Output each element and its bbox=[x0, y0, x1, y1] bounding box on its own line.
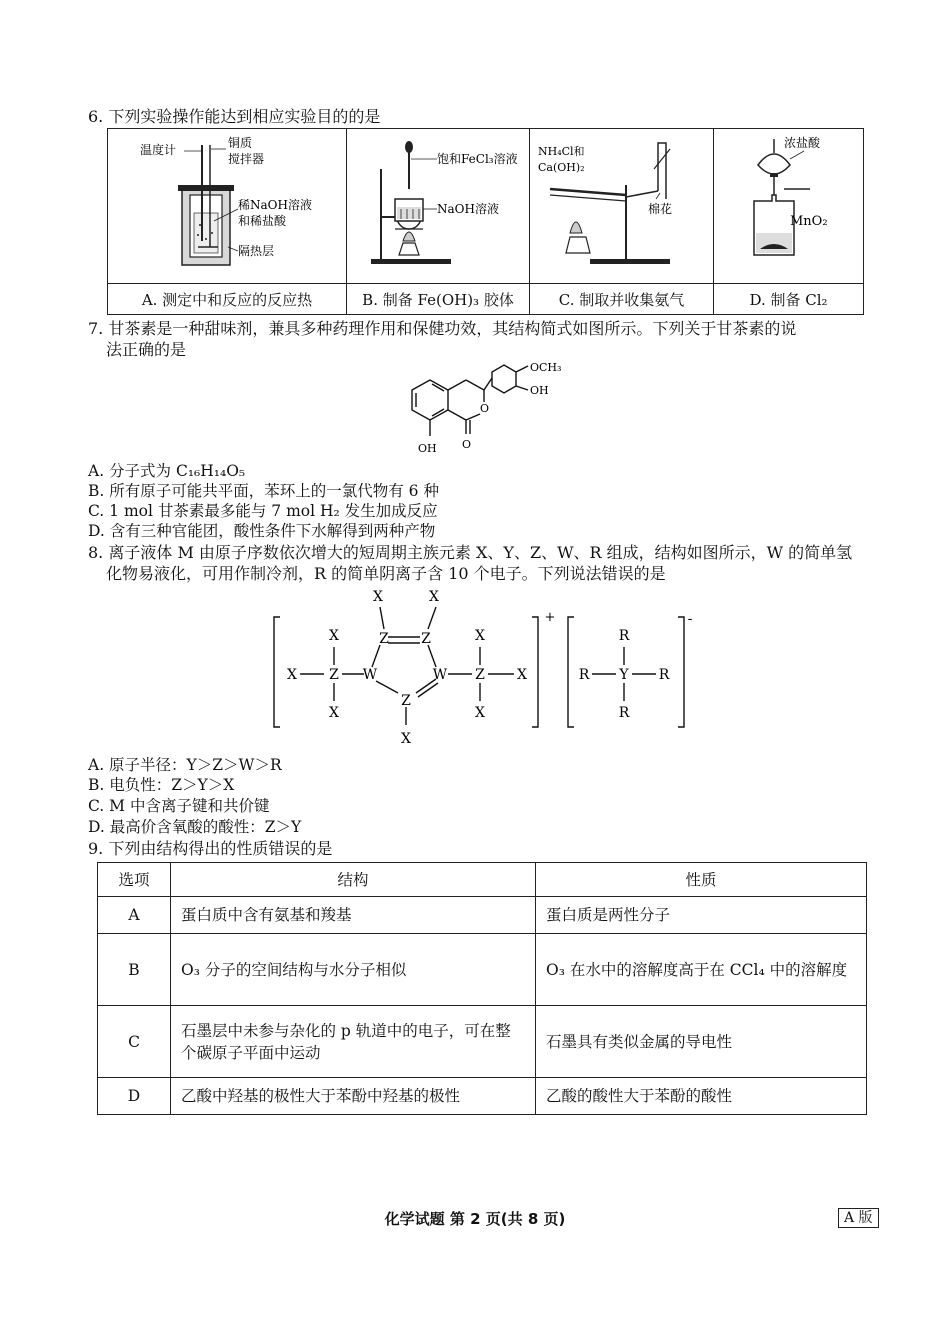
q7-stem-line2: 法正确的是 bbox=[106, 340, 187, 359]
q6-apparatus-table bbox=[107, 128, 864, 315]
table-row bbox=[98, 1078, 867, 1115]
header-property: 性质 bbox=[536, 863, 867, 897]
row-property: O₃ 在水中的溶解度高于在 CCl₄ 中的溶解度 bbox=[536, 934, 867, 1006]
label-fecl3: 饱和FeCl₃溶液 bbox=[437, 152, 518, 166]
q7-option-d: D. 含有三种官能团，酸性条件下水解得到两种产物 bbox=[88, 522, 436, 540]
apparatus-a bbox=[108, 129, 347, 284]
atom-x: X bbox=[475, 705, 485, 721]
q7-molecule bbox=[380, 360, 580, 460]
mol-och3: OCH₃ bbox=[530, 361, 562, 374]
label-conc-hcl: 浓盐酸 bbox=[784, 136, 821, 150]
label-naoh: 稀NaOH溶液 bbox=[238, 198, 312, 212]
apparatus-b bbox=[347, 129, 530, 284]
caption-b: B. 制备 Fe(OH)₃ 胶体 bbox=[347, 284, 530, 315]
mol-carbonyl-o: O bbox=[462, 438, 472, 451]
table-row bbox=[98, 934, 867, 1006]
q7-option-c: C. 1 mol 甘茶素最多能与 7 mol H₂ 发生加成反应 bbox=[88, 502, 438, 520]
atom-r: R bbox=[618, 628, 630, 644]
row-option: A bbox=[98, 897, 171, 934]
version-badge: A 版 bbox=[838, 1208, 879, 1228]
mol-ring-o: O bbox=[480, 402, 490, 415]
atom-r: R bbox=[618, 705, 630, 721]
q9-stem: 9. 下列由结构得出的性质错误的是 bbox=[88, 839, 333, 858]
row-structure: 蛋白质中含有氨基和羧基 bbox=[171, 897, 536, 934]
label-hcl: 和稀盐酸 bbox=[238, 214, 287, 228]
row-structure: 石墨层中未参与杂化的 p 轨道中的电子，可在整个碳原子平面中运动 bbox=[171, 1006, 536, 1078]
atom-z: Z bbox=[329, 667, 339, 683]
label-nh4cl: NH₄Cl和 bbox=[538, 145, 585, 158]
table-row bbox=[98, 897, 867, 934]
atom-x: X bbox=[329, 705, 339, 721]
q8-ionic-structure bbox=[270, 585, 700, 750]
atom-w: W bbox=[362, 667, 378, 683]
label-thermometer: 温度计 bbox=[140, 143, 177, 157]
header-structure: 结构 bbox=[171, 863, 536, 897]
label-stirrer: 搅拌器 bbox=[228, 152, 265, 166]
q8-stem-line1: 8. 离子液体 M 由原子序数依次增大的短周期主族元素 X、Y、Z、W、R 组成，结构如图所示，W 的简单氢 bbox=[88, 543, 853, 562]
label-copper: 铜质 bbox=[228, 136, 253, 150]
caption-c: C. 制取并收集氨气 bbox=[530, 284, 714, 315]
apparatus-d bbox=[714, 129, 864, 284]
caption-d: D. 制备 Cl₂ bbox=[714, 284, 864, 315]
row-structure: O₃ 分子的空间结构与水分子相似 bbox=[171, 934, 536, 1006]
q9-table bbox=[97, 862, 867, 1115]
row-structure: 乙酸中羟基的极性大于苯酚中羟基的极性 bbox=[171, 1078, 536, 1115]
mol-oh-left: OH bbox=[418, 442, 437, 455]
caption-a: A. 测定中和反应的反应热 bbox=[108, 284, 347, 315]
page-footer: 化学试题 第 2 页(共 8 页) bbox=[384, 1210, 566, 1228]
q7-option-b: B. 所有原子可能共平面，苯环上的一氯代物有 6 种 bbox=[88, 482, 439, 500]
atom-r: R bbox=[578, 667, 590, 683]
row-option: D bbox=[98, 1078, 171, 1115]
mol-oh-right: OH bbox=[530, 384, 549, 397]
atom-x: X bbox=[287, 667, 297, 683]
atom-x: X bbox=[329, 628, 339, 644]
row-property: 乙酸的酸性大于苯酚的酸性 bbox=[536, 1078, 867, 1115]
atom-r: R bbox=[658, 667, 670, 683]
q7-option-a: A. 分子式为 C₁₆H₁₄O₅ bbox=[88, 462, 246, 480]
header-option: 选项 bbox=[98, 863, 171, 897]
q8-option-d: D. 最高价含氧酸的酸性：Z＞Y bbox=[88, 818, 302, 836]
q8-option-a: A. 原子半径：Y＞Z＞W＞R bbox=[88, 756, 282, 774]
atom-x: X bbox=[401, 731, 411, 747]
row-property: 石墨具有类似金属的导电性 bbox=[536, 1006, 867, 1078]
label-insulation: 隔热层 bbox=[238, 244, 275, 258]
row-option: C bbox=[98, 1006, 171, 1078]
q8-stem-line2: 化物易液化，可用作制冷剂，R 的简单阴离子含 10 个电子。下列说法错误的是 bbox=[106, 564, 666, 583]
q7-stem-line1: 7. 甘茶素是一种甜味剂，兼具多种药理作用和保健功效，其结构简式如图所示。下列关于甘茶素的说 bbox=[88, 319, 797, 338]
atom-z: Z bbox=[421, 631, 431, 647]
atom-x: X bbox=[429, 589, 439, 605]
atom-y: Y bbox=[619, 667, 629, 683]
atom-z: Z bbox=[475, 667, 485, 683]
atom-x: X bbox=[475, 628, 485, 644]
label-cotton: 棉花 bbox=[648, 202, 673, 216]
label-mno2: MnO₂ bbox=[790, 214, 828, 229]
q8-option-c: C. M 中含离子键和共价键 bbox=[88, 797, 270, 815]
atom-w: W bbox=[432, 667, 448, 683]
atom-z: Z bbox=[401, 693, 411, 709]
table-row bbox=[98, 1006, 867, 1078]
cation-charge: + bbox=[544, 610, 556, 625]
row-property: 蛋白质是两性分子 bbox=[536, 897, 867, 934]
anion-charge: - bbox=[687, 611, 693, 627]
q6-stem: 6. 下列实验操作能达到相应实验目的的是 bbox=[88, 107, 381, 126]
row-option: B bbox=[98, 934, 171, 1006]
atom-x: X bbox=[517, 667, 527, 683]
q8-option-b: B. 电负性：Z＞Y＞X bbox=[88, 776, 235, 794]
atom-x: X bbox=[373, 589, 383, 605]
apparatus-c bbox=[530, 129, 714, 284]
label-caoh2: Ca(OH)₂ bbox=[538, 161, 585, 174]
atom-z: Z bbox=[379, 631, 389, 647]
label-naoh-b: NaOH溶液 bbox=[437, 202, 499, 216]
